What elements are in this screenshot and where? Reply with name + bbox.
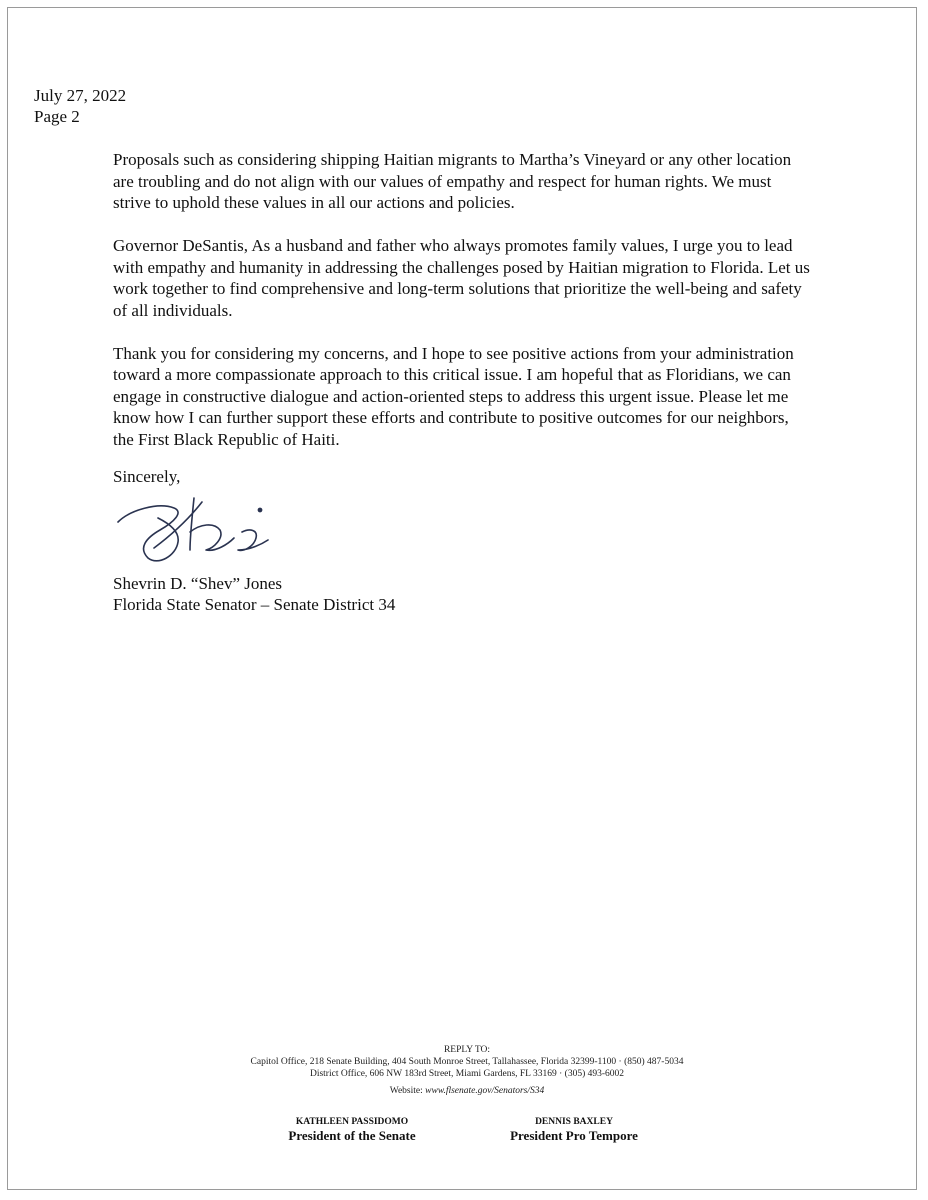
letter-body: [113, 149, 813, 472]
reply-to-label: REPLY TO:: [443, 1045, 491, 1055]
page-number: Page 2: [34, 107, 80, 126]
paragraph-3: Thank you for considering my concerns, and I hope to see positive actions from your administration toward a more compassionate approach to this critical issue. I am hopeful that as Floridians, we can engage in constructive dialogue and action-oriented steps to address this urgent issue. Please let me know how I can further support these efforts and contribute to positive outcomes for our neighbors, the First Black Republic of Haiti.: [113, 343, 794, 449]
officer-title: President Pro Tempore: [510, 1128, 638, 1143]
letter-header: [34, 85, 126, 127]
closing-salutation: Sincerely,: [113, 467, 181, 486]
signer-block: [113, 573, 395, 615]
officer-title: President of the Senate: [288, 1128, 416, 1143]
website-link[interactable]: www.flsenate.gov/Senators/S34: [425, 1086, 545, 1096]
signer-name: Shevrin D. “Shev” Jones: [113, 574, 283, 593]
letter-date: July 27, 2022: [34, 86, 127, 105]
district-office-address: District Office, 606 NW 183rd Street, Miami Gardens, FL 33169 · (305) 493-6002: [309, 1069, 625, 1079]
president-pro-tempore: [484, 1117, 664, 1143]
paragraph-1: Proposals such as considering shipping Haitian migrants to Martha’s Vineyard or any other location are troubling and do not align with our values of empathy and respect for human rights. We must strive to uphold these values in all our actions and policies.: [113, 150, 792, 212]
website-label: Website:: [389, 1086, 423, 1096]
senate-officers: [0, 1117, 928, 1147]
signer-title: Florida State Senator – Senate District 34: [113, 595, 396, 614]
website-line: [200, 1085, 734, 1097]
letterhead-footer: [200, 1044, 734, 1097]
capitol-office-address: Capitol Office, 218 Senate Building, 404 South Monroe Street, Tallahassee, Florida 32399-1100 · (850) 487-5034: [250, 1057, 684, 1067]
officer-name: KATHLEEN PASSIDOMO: [295, 1117, 409, 1127]
handwritten-signature: [110, 488, 280, 570]
senate-president: [262, 1117, 442, 1143]
paragraph-2: Governor DeSantis, As a husband and father who always promotes family values, I urge you to lead with empathy and humanity in addressing the challenges posed by Haitian migration to Florida. Let us work together to find comprehensive and long-term solutions that prioritize the well-being and safety of all individuals.: [113, 236, 810, 320]
officer-name: DENNIS BAXLEY: [535, 1117, 613, 1127]
